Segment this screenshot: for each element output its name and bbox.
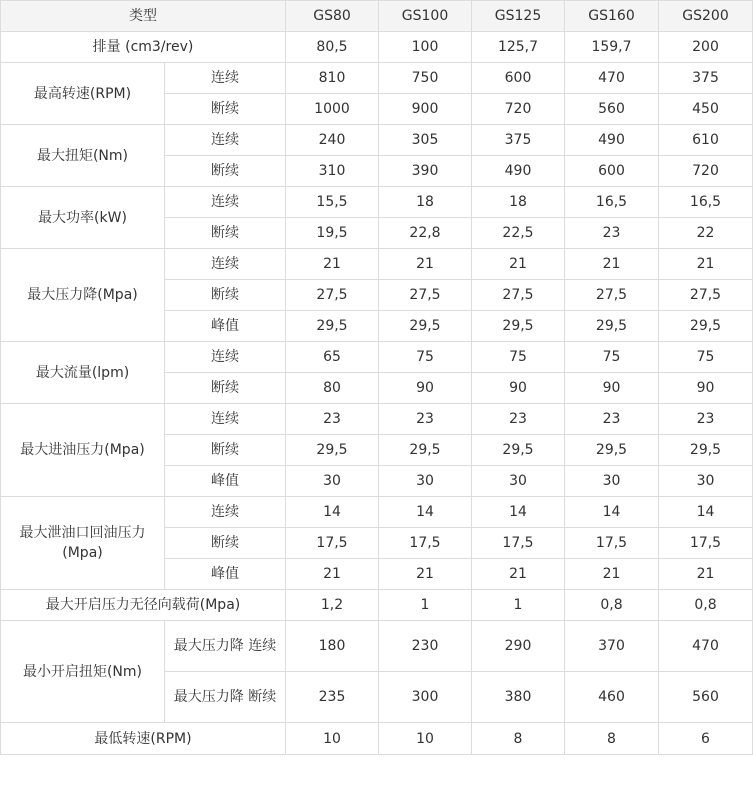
condition-cell: 断续: [165, 156, 286, 187]
condition-cell: 连续: [165, 404, 286, 435]
condition-cell: 连续: [165, 249, 286, 280]
condition-cell: 最大压力降 连续: [165, 621, 286, 672]
value-cell: 10: [286, 723, 379, 755]
value-cell: 610: [659, 125, 753, 156]
condition-cell: 连续: [165, 63, 286, 94]
value-cell: 0,8: [565, 590, 659, 621]
condition-cell: 峰值: [165, 466, 286, 497]
value-cell: 75: [472, 342, 565, 373]
value-cell: 230: [379, 621, 472, 672]
value-cell: 560: [659, 672, 753, 723]
param-cell: 最高转速(RPM): [1, 63, 165, 125]
value-cell: 490: [472, 156, 565, 187]
value-cell: 21: [472, 249, 565, 280]
value-cell: 90: [565, 373, 659, 404]
condition-cell: 连续: [165, 497, 286, 528]
table-row: [1, 590, 753, 621]
value-cell: 370: [565, 621, 659, 672]
value-cell: 27,5: [659, 280, 753, 311]
condition-cell: 峰值: [165, 311, 286, 342]
value-cell: 23: [472, 404, 565, 435]
value-cell: 30: [565, 466, 659, 497]
table-row: [1, 32, 753, 63]
table-row: [1, 723, 753, 755]
value-cell: 380: [472, 672, 565, 723]
condition-cell: 断续: [165, 280, 286, 311]
value-cell: 29,5: [286, 435, 379, 466]
param-cell: 最大功率(kW): [1, 187, 165, 249]
value-cell: 600: [565, 156, 659, 187]
value-cell: 30: [379, 466, 472, 497]
value-cell: 8: [565, 723, 659, 755]
value-cell: 6: [659, 723, 753, 755]
value-cell: 23: [565, 404, 659, 435]
condition-cell: 连续: [165, 342, 286, 373]
value-cell: 16,5: [565, 187, 659, 218]
value-cell: 600: [472, 63, 565, 94]
value-cell: 19,5: [286, 218, 379, 249]
value-cell: 29,5: [472, 435, 565, 466]
value-cell: 21: [286, 559, 379, 590]
value-cell: 17,5: [472, 528, 565, 559]
value-cell: 18: [379, 187, 472, 218]
value-cell: 65: [286, 342, 379, 373]
value-cell: 180: [286, 621, 379, 672]
value-cell: 810: [286, 63, 379, 94]
value-cell: 29,5: [659, 311, 753, 342]
value-cell: 30: [659, 466, 753, 497]
value-cell: 23: [379, 404, 472, 435]
header-cell: GS200: [659, 1, 753, 32]
value-cell: 8: [472, 723, 565, 755]
value-cell: 305: [379, 125, 472, 156]
table-row: [1, 187, 753, 218]
value-cell: 30: [286, 466, 379, 497]
value-cell: 235: [286, 672, 379, 723]
value-cell: 10: [379, 723, 472, 755]
table-row: [1, 125, 753, 156]
value-cell: 470: [565, 63, 659, 94]
value-cell: 750: [379, 63, 472, 94]
param-cell: 排量 (cm3/rev): [1, 32, 286, 63]
value-cell: 900: [379, 94, 472, 125]
value-cell: 90: [659, 373, 753, 404]
table-row: [1, 63, 753, 94]
value-cell: 29,5: [565, 435, 659, 466]
value-cell: 14: [472, 497, 565, 528]
value-cell: 1000: [286, 94, 379, 125]
condition-cell: 连续: [165, 187, 286, 218]
value-cell: 125,7: [472, 32, 565, 63]
value-cell: 21: [379, 249, 472, 280]
value-cell: 159,7: [565, 32, 659, 63]
value-cell: 200: [659, 32, 753, 63]
condition-cell: 断续: [165, 218, 286, 249]
param-cell: 最大流量(lpm): [1, 342, 165, 404]
value-cell: 29,5: [379, 435, 472, 466]
param-cell: 最大开启压力无径向载荷(Mpa): [1, 590, 286, 621]
value-cell: 22: [659, 218, 753, 249]
value-cell: 720: [659, 156, 753, 187]
value-cell: 21: [472, 559, 565, 590]
value-cell: 27,5: [472, 280, 565, 311]
value-cell: 21: [286, 249, 379, 280]
value-cell: 375: [472, 125, 565, 156]
value-cell: 80: [286, 373, 379, 404]
value-cell: 23: [565, 218, 659, 249]
param-cell: 最小开启扭矩(Nm): [1, 621, 165, 723]
value-cell: 17,5: [565, 528, 659, 559]
value-cell: 17,5: [379, 528, 472, 559]
value-cell: 1,2: [286, 590, 379, 621]
value-cell: 22,5: [472, 218, 565, 249]
condition-cell: 最大压力降 断续: [165, 672, 286, 723]
value-cell: 21: [659, 249, 753, 280]
table-row: [1, 404, 753, 435]
value-cell: 75: [565, 342, 659, 373]
condition-cell: 断续: [165, 528, 286, 559]
param-cell: 最大扭矩(Nm): [1, 125, 165, 187]
value-cell: 300: [379, 672, 472, 723]
value-cell: 29,5: [379, 311, 472, 342]
value-cell: 14: [286, 497, 379, 528]
value-cell: 21: [379, 559, 472, 590]
value-cell: 29,5: [286, 311, 379, 342]
value-cell: 90: [379, 373, 472, 404]
value-cell: 450: [659, 94, 753, 125]
param-cell: 最大压力降(Mpa): [1, 249, 165, 342]
value-cell: 720: [472, 94, 565, 125]
condition-cell: 断续: [165, 94, 286, 125]
value-cell: 290: [472, 621, 565, 672]
value-cell: 90: [472, 373, 565, 404]
value-cell: 30: [472, 466, 565, 497]
value-cell: 14: [659, 497, 753, 528]
value-cell: 17,5: [659, 528, 753, 559]
value-cell: 490: [565, 125, 659, 156]
condition-cell: 连续: [165, 125, 286, 156]
value-cell: 23: [659, 404, 753, 435]
value-cell: 27,5: [565, 280, 659, 311]
param-cell: 最低转速(RPM): [1, 723, 286, 755]
value-cell: 16,5: [659, 187, 753, 218]
condition-cell: 断续: [165, 435, 286, 466]
value-cell: 1: [472, 590, 565, 621]
value-cell: 310: [286, 156, 379, 187]
value-cell: 18: [472, 187, 565, 218]
value-cell: 75: [659, 342, 753, 373]
value-cell: 75: [379, 342, 472, 373]
value-cell: 14: [379, 497, 472, 528]
value-cell: 390: [379, 156, 472, 187]
param-cell: 最大进油压力(Mpa): [1, 404, 165, 497]
value-cell: 80,5: [286, 32, 379, 63]
value-cell: 29,5: [565, 311, 659, 342]
value-cell: 29,5: [659, 435, 753, 466]
value-cell: 27,5: [379, 280, 472, 311]
value-cell: 29,5: [472, 311, 565, 342]
value-cell: 100: [379, 32, 472, 63]
value-cell: 1: [379, 590, 472, 621]
value-cell: 470: [659, 621, 753, 672]
value-cell: 240: [286, 125, 379, 156]
header-cell: GS125: [472, 1, 565, 32]
value-cell: 21: [659, 559, 753, 590]
value-cell: 14: [565, 497, 659, 528]
value-cell: 21: [565, 249, 659, 280]
header-cell: GS160: [565, 1, 659, 32]
header-row: [1, 1, 753, 32]
value-cell: 22,8: [379, 218, 472, 249]
value-cell: 560: [565, 94, 659, 125]
value-cell: 21: [565, 559, 659, 590]
table-row: [1, 342, 753, 373]
value-cell: 460: [565, 672, 659, 723]
header-cell: GS100: [379, 1, 472, 32]
table-row: [1, 249, 753, 280]
value-cell: 23: [286, 404, 379, 435]
value-cell: 15,5: [286, 187, 379, 218]
table-row: [1, 621, 753, 672]
header-cell: GS80: [286, 1, 379, 32]
value-cell: 375: [659, 63, 753, 94]
param-cell: 最大泄油口回油压力(Mpa): [1, 497, 165, 590]
value-cell: 17,5: [286, 528, 379, 559]
value-cell: 27,5: [286, 280, 379, 311]
header-cell: 类型: [1, 1, 286, 32]
table-row: [1, 497, 753, 528]
condition-cell: 峰值: [165, 559, 286, 590]
value-cell: 0,8: [659, 590, 753, 621]
condition-cell: 断续: [165, 373, 286, 404]
